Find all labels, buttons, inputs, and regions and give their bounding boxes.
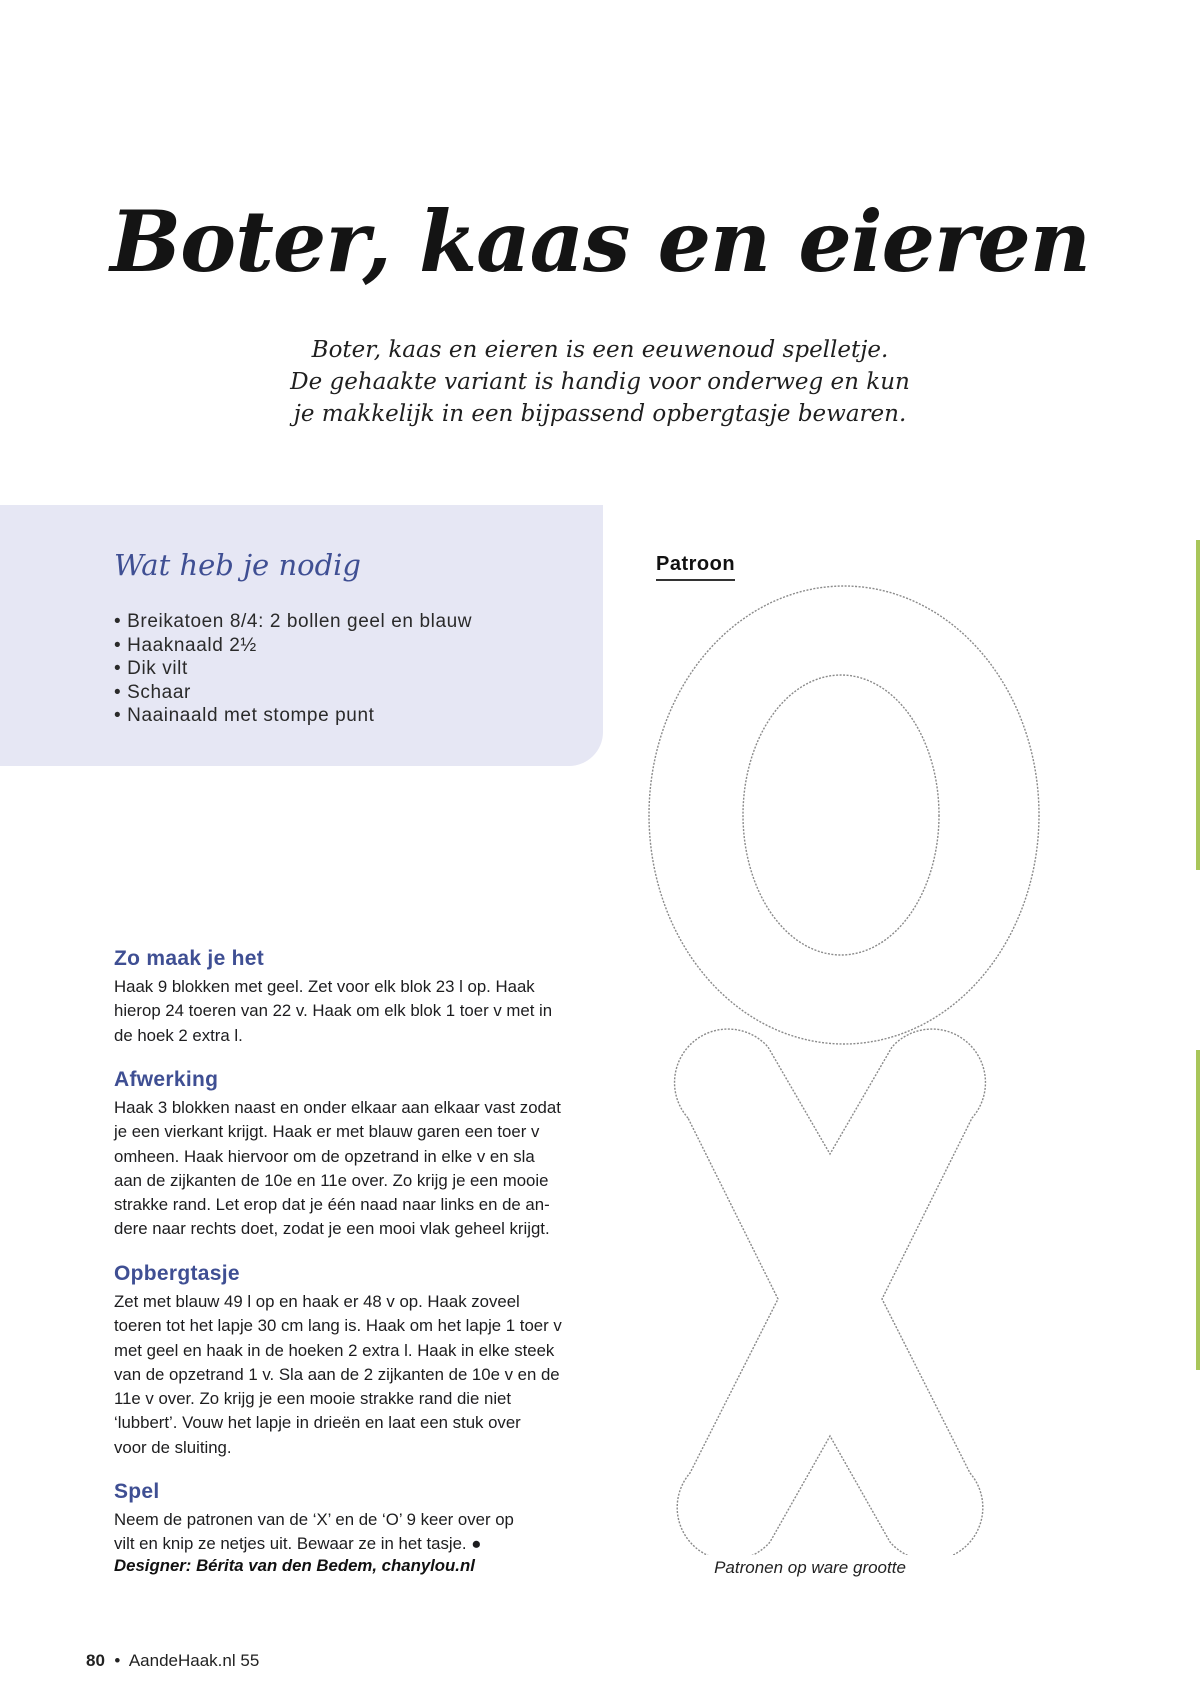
intro-line: De gehaakte variant is handig voor onderweg en kun	[290, 369, 910, 395]
body-line: Zet met blauw 49 l op en haak er 48 v op. Haak zoveel	[114, 1292, 520, 1311]
section-title-bag: Opbergtasje	[114, 1262, 240, 1285]
body-line: de hoek 2 extra l.	[114, 1025, 243, 1045]
section-body-game	[114, 1508, 604, 1557]
materials-title: Wat heb je nodig	[114, 548, 361, 582]
body-line: 11e v over. Zo krijg je een mooie strakke rand die niet	[114, 1389, 512, 1409]
materials-item: • Haaknaald 2½	[114, 634, 472, 658]
materials-item: • Dik vilt	[114, 657, 472, 681]
materials-item: • Schaar	[114, 681, 472, 705]
materials-item: • Naainaald met stompe punt	[114, 704, 472, 728]
intro-text	[200, 334, 1000, 430]
section-title-finish: Afwerking	[114, 1068, 219, 1091]
section-title-game: Spel	[114, 1480, 160, 1503]
body-line: voor de sluiting.	[114, 1437, 232, 1457]
body-line: Haak 3 blokken naast en onder elkaar aan elkaar vast zodat	[114, 1098, 561, 1117]
body-line: ‘lubbert’. Vouw het lapje in drieën en laat een stuk over	[114, 1413, 521, 1433]
x-outline	[675, 1029, 986, 1555]
pattern-label: Patroon	[656, 553, 735, 581]
intro-line: Boter, kaas en eieren is een eeuwenoud spelletje.	[311, 337, 889, 363]
body-line: omheen. Haak hiervoor om de opzetrand in elke v en sla	[114, 1146, 535, 1166]
body-line: dere naar rechts doet, zodat je een mooi vlak geheel krijgt.	[114, 1219, 550, 1239]
body-line: hierop 24 toeren van 22 v. Haak om elk blok 1 toer v met in	[114, 1001, 553, 1021]
section-title-make: Zo maak je het	[114, 947, 265, 970]
designer-credit: Designer: Bérita van den Bedem, chanylou.nl	[114, 1556, 475, 1575]
edge-accent	[1196, 540, 1200, 870]
body-line: met geel en haak in de hoeken 2 extra l. Haak in elke steek	[114, 1340, 555, 1360]
section-body-bag	[114, 1290, 604, 1460]
body-line: vilt en knip ze netjes uit. Bewaar ze in het tasje. ●	[114, 1534, 482, 1554]
materials-list	[114, 610, 472, 728]
body-line: strakke rand. Let erop dat je één naad naar links en de an-	[114, 1195, 550, 1215]
o-inner-outline	[743, 675, 939, 955]
section-body-finish	[114, 1096, 604, 1242]
page-footer	[86, 1651, 259, 1671]
section-body-make	[114, 975, 604, 1048]
intro-line: je makkelijk in een bijpassend opbergtasje bewaren.	[293, 401, 907, 427]
body-line: aan de zijkanten de 10e en 11e over. Zo krijg je een mooie	[114, 1170, 549, 1190]
page-number: 80	[86, 1651, 105, 1670]
pattern-drawing	[640, 575, 1060, 1555]
footer-separator: •	[114, 1651, 121, 1670]
body-line: toeren tot het lapje 30 cm lang is. Haak om het lapje 1 toer v	[114, 1316, 562, 1336]
body-line: Haak 9 blokken met geel. Zet voor elk blok 23 l op. Haak	[114, 977, 535, 996]
materials-item: • Breikatoen 8/4: 2 bollen geel en blauw	[114, 610, 472, 634]
body-line: van de opzetrand 1 v. Sla aan de 2 zijkanten de 10e v en de	[114, 1364, 560, 1384]
page-title: Boter, kaas en eieren	[110, 192, 1090, 291]
body-line: je een vierkant krijgt. Haak er met blauw garen een toer v	[114, 1122, 540, 1142]
magazine-name: AandeHaak.nl 55	[128, 1651, 260, 1670]
o-outer-outline	[649, 586, 1039, 1044]
edge-accent	[1196, 1050, 1200, 1370]
body-line: Neem de patronen van de ‘X’ en de ‘O’ 9 keer over op	[114, 1510, 514, 1529]
pattern-caption: Patronen op ware grootte	[714, 1558, 906, 1577]
